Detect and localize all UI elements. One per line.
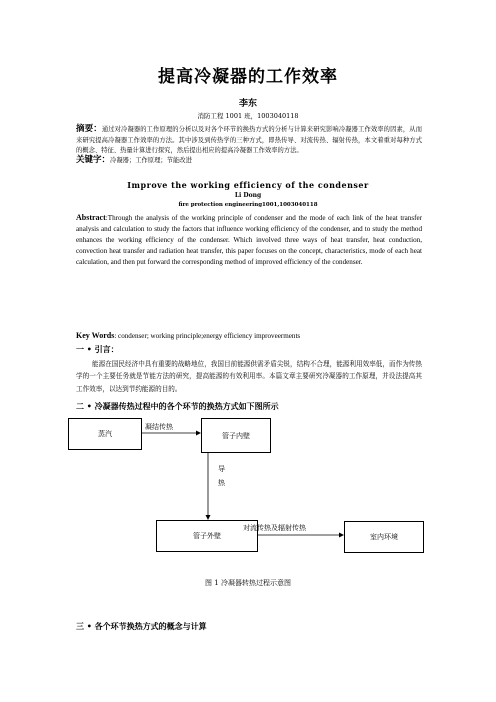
- figure-caption: 图 1 冷凝器转热过程示意图: [205, 579, 291, 587]
- label-conduction-2: 热: [218, 479, 225, 487]
- node-steam: 蒸汽: [68, 418, 142, 450]
- node-outer-wall: 管子外壁: [156, 520, 258, 552]
- node-inner-wall: 管子内壁: [201, 418, 271, 453]
- label-convection-radiation: 对流传热及辐射传热: [243, 524, 306, 532]
- keywords-en-label: Key Words: [76, 331, 115, 340]
- abstract-en-text: :Through the analysis of the working principle of condenser and the mode of each link of the heat transfer analysis and calculation to study the factors that influence working efficiency of the condenser, and to study the method enhances the working efficiency of the condenser. Which involved three ways of heat transfer, heat conduction, convection heat transfer and radiation heat transfer, this paper focuses on the concept, characteristics, mode of each heat calculation, and then put forward the corresponding method of improved efficiency of the condenser.: [76, 214, 422, 266]
- paper-title-en: Improve the working efficiency of the condenser: [127, 180, 369, 190]
- abstract-en-label: Abstract: [76, 213, 106, 222]
- label-conduction-1: 导: [218, 465, 225, 473]
- keywords-cn-label: 关键字：: [76, 155, 111, 165]
- paper-title: 提高冷凝器的工作效率: [158, 67, 338, 87]
- keywords-en-text: : condenser; working principle;energy efficiency improveerments: [114, 332, 301, 340]
- author-name-en: Li Dong: [234, 192, 262, 199]
- abstract-cn-label: 摘要：: [76, 124, 102, 134]
- section-3-heading: 三 • 各个环节换热方式的概念与计算: [76, 622, 207, 631]
- label-condensation-transfer: 凝结传热: [145, 423, 173, 431]
- author-affiliation-en: fire protection engineering1001,1003040118: [178, 202, 318, 208]
- section-1-heading: 一 • 引言：: [76, 345, 119, 354]
- author-affiliation: 消防工程 1001 班，1003040118: [197, 112, 299, 120]
- section-2-heading: 二 • 冷凝器传热过程中的各个环节的换热方式如下图所示: [76, 402, 279, 411]
- section-1-body: 能源在国民经济中具有重要的战略地位，我国目前能源供需矛盾尖锐，结构不合理，能源利用效率低，而作为传热学的一个主要任务就是节能方法的研究，提高能源的有效利用率。本篇文章主要研究冷凝器的工作原理，并设法提高其工作效率，以达到节约能源的目的。: [76, 360, 422, 393]
- node-room-environment: 室内环境: [344, 521, 424, 553]
- abstract-cn-text: 通过对冷凝器的工作原理的分析以及对各个环节的换热方式的分析与计算来研究影响冷凝器工作效率的因素，从而来研究提高冷凝器工作效率的方法。其中涉及到传热学的三种方式，即热传导、对流传热、辐射传热，本文着重对每种方式的概念、特征、热量计算进行探究，然后提出相应的提高冷凝器工作效率的方法。: [76, 126, 422, 154]
- author-name: 李东: [238, 99, 257, 109]
- keywords-cn-text: 冷凝器；工作原理；节能改进: [110, 157, 192, 164]
